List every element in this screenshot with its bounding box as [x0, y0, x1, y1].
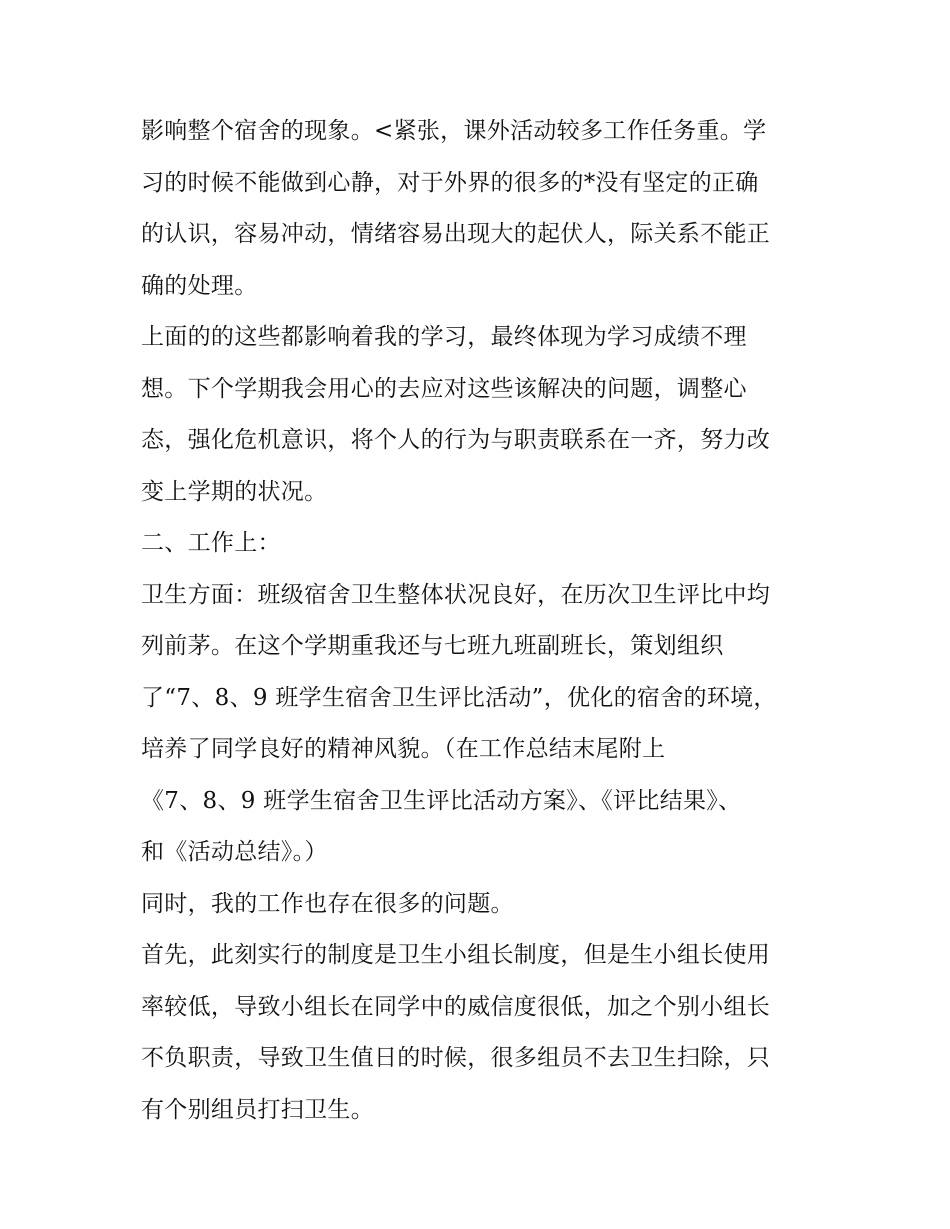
text-line: 有个别组员打扫卫生。 — [141, 1096, 374, 1123]
document-body — [141, 106, 821, 1136]
text-line: 的认识，容易冲动，情绪容易出现大的起伏人，际关系不能正 — [141, 221, 771, 247]
text-line: 同时，我的工作也存在很多的问题。 — [141, 890, 514, 917]
text-line: 卫生方面：班级宿舍卫生整体状况良好，在历次卫生评比中均 — [141, 581, 771, 608]
text-line: 变上学期的状况。 — [141, 478, 328, 505]
text-line: 培养了同学良好的精神风貌。（在工作总结末尾附上 — [141, 736, 666, 762]
text-line: 首先，此刻实行的制度是卫生小组长制度，但是生小组长使用 — [141, 942, 771, 968]
text-line: 影响整个宿舍的现象。<紧张，课外活动较多工作任务重。学 — [141, 118, 767, 144]
text-line: 上面的的这些都影响着我的学习，最终体现为学习成绩不理 — [141, 324, 747, 350]
text-line: 习的时候不能做到心静，对于外界的很多的*没有坚定的正确 — [141, 169, 759, 196]
text-line: 确的处理。 — [141, 272, 258, 299]
text-line: 态，强化危机意识，将个人的行为与职责联系在一齐，努力改 — [141, 427, 771, 453]
text-line: 和《活动总结》。） — [141, 839, 328, 865]
section-heading: 二、工作上： — [141, 530, 281, 556]
text-line: 想。下个学期我会用心的去应对这些该解决的问题，调整心 — [141, 375, 747, 402]
text-line: 列前茅。在这个学期重我还与七班九班副班长，策划组织 — [141, 633, 724, 659]
text-line: 不负职责，导致卫生值日的时候，很多组员不去卫生扫除，只 — [141, 1045, 771, 1071]
text-line: 率较低，导致小组长在同学中的威信度很低，加之个别小组长 — [141, 993, 771, 1020]
text-line: 《7、8、9 班学生宿舍卫生评比活动方案》、《评比结果》、 — [141, 787, 742, 814]
text-line: 了“7、8、9 班学生宿舍卫生评比活动”，优化的宿舍的环境， — [141, 684, 777, 711]
